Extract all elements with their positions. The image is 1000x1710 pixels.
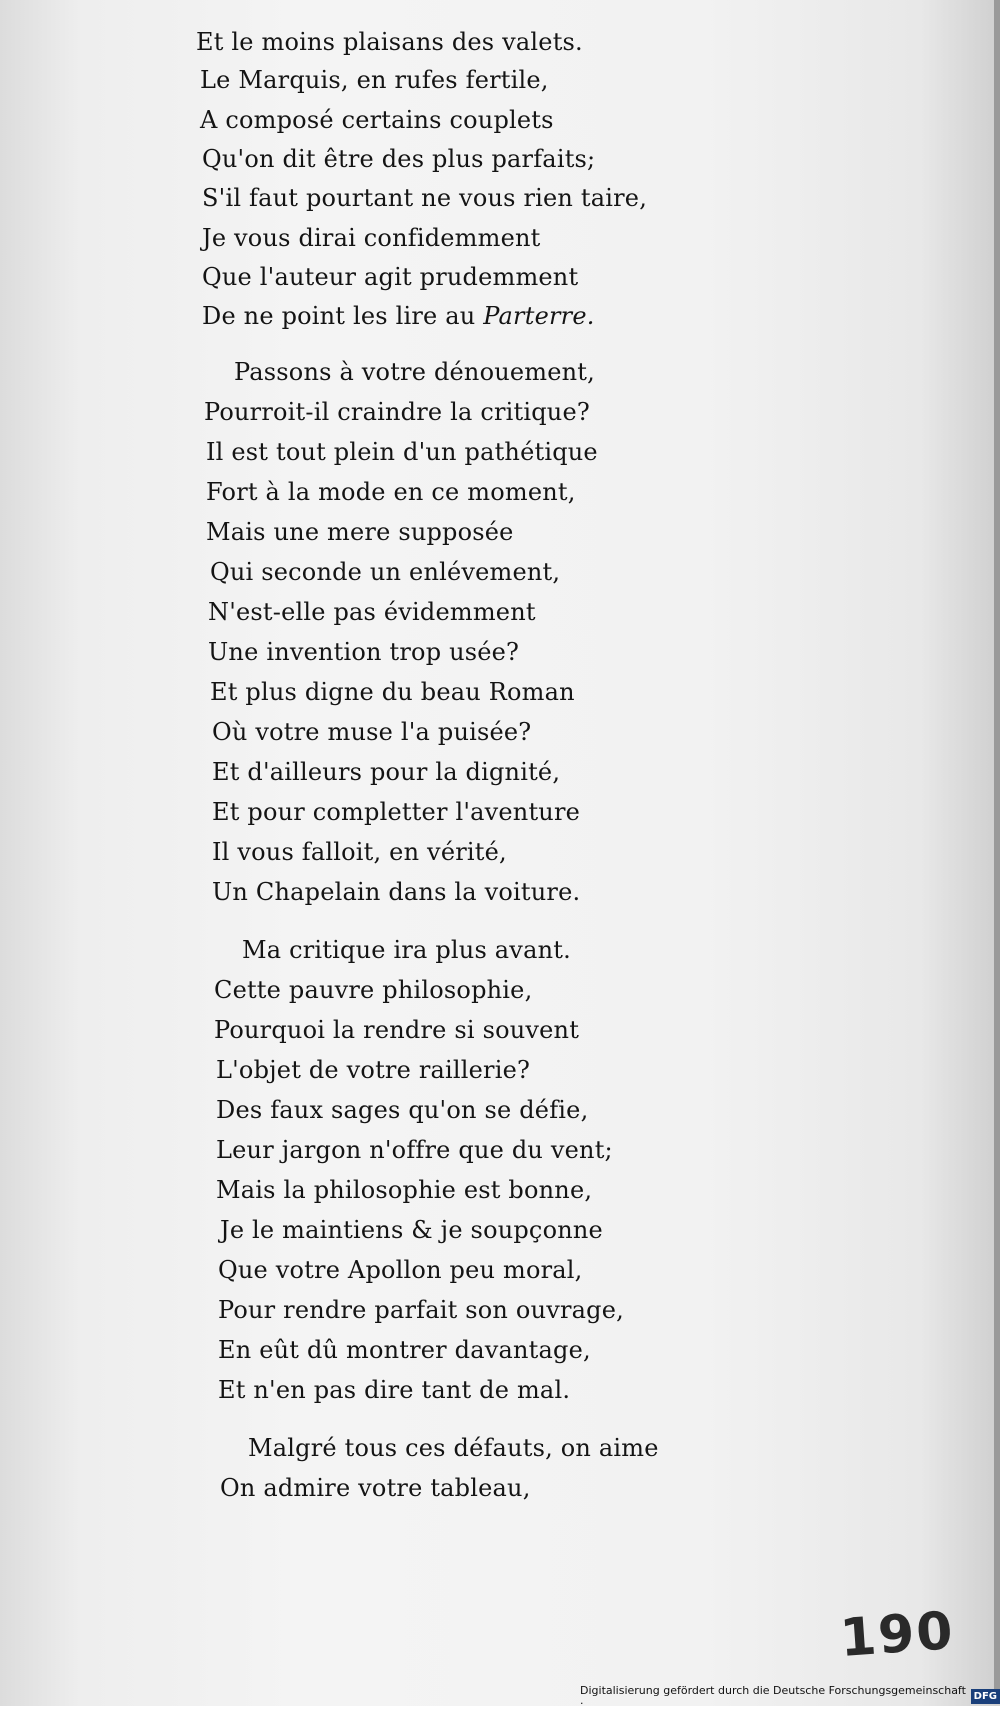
poem-line: N'est-elle pas évidemment [208,598,536,626]
poem-line: L'objet de votre raillerie? [216,1056,531,1084]
poem-line: Et le moins plaisans des valets. [196,28,583,56]
poem-line: Et d'ailleurs pour la dignité, [212,758,561,786]
stanza-start-line: Passons à votre dénouement, [234,358,595,386]
poem-line: Je le maintiens & je soupçonne [220,1216,603,1244]
page-number: 190 [838,1601,957,1669]
poem-line: Que votre Apollon peu moral, [218,1256,583,1284]
footer-credit [580,1683,1000,1710]
poem-line: Mais une mere supposée [206,518,514,546]
poem-line: Pour rendre parfait son ouvrage, [218,1296,624,1324]
italic-word: Parterre. [483,302,595,330]
poem-line: Et n'en pas dire tant de mal. [218,1376,571,1404]
poem-line: Et pour completter l'aventure [212,798,581,826]
poem-line: Leur jargon n'offre que du vent; [216,1136,613,1164]
poem-line: A composé certains couplets [200,106,554,134]
poem-line: Il vous falloit, en vérité, [212,838,507,866]
poem-line: On admire votre tableau, [220,1474,531,1502]
dfg-logo: DFG [971,1689,1000,1704]
poem-line: Et plus digne du beau Roman [210,678,575,706]
poem-line: Fort à la mode en ce moment, [206,478,576,506]
poem-line: Qu'on dit être des plus parfaits; [202,145,596,173]
poem-line: En eût dû montrer davantage, [218,1336,591,1364]
stanza-start-line: Ma critique ira plus avant. [242,936,571,964]
poem-line: Des faux sages qu'on se défie, [216,1096,589,1124]
poem-line: Une invention trop usée? [208,638,520,666]
poem-line: Pourroit-il craindre la critique? [204,398,590,426]
stanza-start-line: Malgré tous ces défauts, on aime [248,1434,659,1462]
page-edge [994,0,1000,1690]
poem-line: Un Chapelain dans la voiture. [212,878,581,906]
bleed-through-texture [520,0,990,1560]
poem-line: Il est tout plein d'un pathétique [206,438,598,466]
poem-line: Je vous dirai confidemment [202,224,541,252]
poem-line: Où votre muse l'a puisée? [212,718,532,746]
footer-text: Digitalisierung gefördert durch die Deutsche Forschungsgemeinschaft · [580,1683,966,1710]
poem-line: S'il faut pourtant ne vous rien taire, [202,184,648,212]
poem-line: Qui seconde un enlévement, [210,558,561,586]
poem-line: Que l'auteur agit prudemment [202,263,579,291]
poem-line: De ne point les lire au Parterre. [202,302,595,330]
poem-line: Mais la philosophie est bonne, [216,1176,593,1204]
poem-line: Pourquoi la rendre si souvent [214,1016,580,1044]
poem-line: Le Marquis, en rufes fertile, [200,66,549,94]
poem-line: Cette pauvre philosophie, [214,976,533,1004]
